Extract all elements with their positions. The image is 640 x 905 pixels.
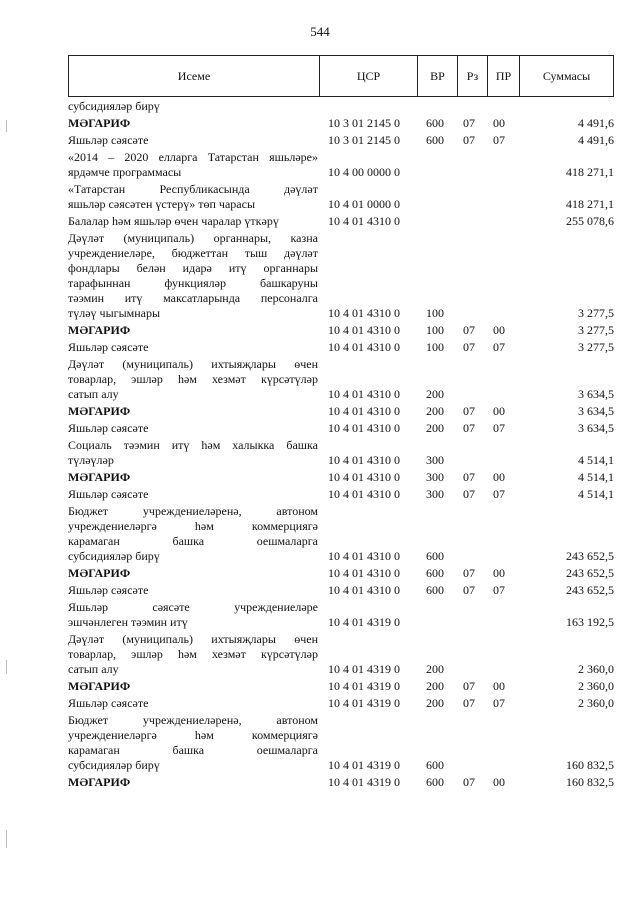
- row-sum: 243 652,5: [566, 583, 614, 597]
- row-sum: 2 360,0: [578, 679, 614, 693]
- row-pr: 00: [493, 470, 505, 484]
- table-row: [68, 114, 614, 131]
- row-rz: 07: [463, 133, 475, 147]
- row-name-line: Дәүләт (муниципаль) ихтыяҗлары өчен: [68, 632, 318, 646]
- table-row: [68, 180, 614, 212]
- row-name: [68, 564, 318, 581]
- row-csr: 10 4 01 4319 0: [328, 662, 400, 676]
- row-name-line: Яшьләр сәясәте: [68, 340, 149, 354]
- row-name-line: МӘГАРИФ: [68, 116, 131, 130]
- table-row: [68, 338, 614, 355]
- row-rz: 07: [463, 470, 475, 484]
- header-csr: ЦСР: [319, 56, 417, 96]
- row-name-line: учреждениеләргә һәм коммерциягә: [68, 728, 318, 742]
- row-csr: 10 3 01 2145 0: [328, 133, 400, 147]
- row-name-line: яшьләр сәясәтен үстерү» төп чарасы: [68, 197, 256, 211]
- row-rz: 07: [463, 679, 475, 693]
- row-vr: 600: [426, 758, 444, 772]
- row-name-line: Яшьләр сәясәте учреждениеләре: [68, 600, 318, 614]
- row-name-line: Яшьләр сәясәте: [68, 133, 149, 147]
- table-row: [68, 419, 614, 436]
- row-csr: 10 4 01 4319 0: [328, 696, 400, 710]
- row-rz: 07: [463, 340, 475, 354]
- row-csr: 10 4 01 4310 0: [328, 470, 400, 484]
- row-name-line: Яшьләр сәясәте: [68, 421, 149, 435]
- table-row: [68, 402, 614, 419]
- row-name-line: сатып алу: [68, 387, 119, 401]
- row-csr: 10 4 01 0000 0: [328, 197, 400, 211]
- row-name: [68, 131, 318, 148]
- table-row: [68, 694, 614, 711]
- row-name: [68, 355, 318, 402]
- table-row: [68, 502, 614, 564]
- row-pr: 00: [493, 566, 505, 580]
- table-row: [68, 355, 614, 402]
- row-name: [68, 630, 318, 677]
- row-pr: 00: [493, 404, 505, 418]
- row-csr: 10 4 01 4319 0: [328, 775, 400, 789]
- row-name: [68, 773, 318, 790]
- row-pr: 07: [493, 421, 505, 435]
- table-row: [68, 598, 614, 630]
- row-name-line: МӘГАРИФ: [68, 404, 131, 418]
- row-name-line: тарафыннан функцияләр башкаруны: [68, 276, 318, 290]
- row-name-line: МӘГАРИФ: [68, 566, 131, 580]
- row-name: [68, 677, 318, 694]
- row-sum: 4 491,6: [578, 116, 614, 130]
- row-vr: 200: [426, 662, 444, 676]
- row-name: [68, 402, 318, 419]
- row-name-line: субсидияләр бирү: [68, 99, 160, 113]
- row-csr: 10 4 01 4310 0: [328, 306, 400, 320]
- row-name: [68, 97, 318, 114]
- table-row: [68, 677, 614, 694]
- row-csr: 10 4 01 4310 0: [328, 549, 400, 563]
- row-pr: 07: [493, 133, 505, 147]
- row-rz: 07: [463, 421, 475, 435]
- row-csr: 10 4 00 0000 0: [328, 165, 400, 179]
- table-header: [68, 55, 614, 97]
- row-rz: 07: [463, 323, 475, 337]
- row-sum: 4 514,1: [578, 470, 614, 484]
- row-name-line: Социаль тәэмин итү һәм халыкка башка: [68, 438, 318, 452]
- table-row: [68, 321, 614, 338]
- row-vr: 600: [426, 133, 444, 147]
- row-rz: 07: [463, 487, 475, 501]
- table-row: [68, 581, 614, 598]
- row-name-line: МӘГАРИФ: [68, 470, 131, 484]
- row-vr: 300: [426, 470, 444, 484]
- page-number: 544: [310, 24, 330, 39]
- header-sum: Суммасы: [519, 56, 613, 96]
- row-sum: 3 634,5: [578, 387, 614, 401]
- row-vr: 100: [426, 340, 444, 354]
- row-vr: 100: [426, 323, 444, 337]
- row-name-line: фондлары белән идарә итү органнары: [68, 261, 318, 275]
- row-name: [68, 321, 318, 338]
- row-csr: 10 4 01 4319 0: [328, 758, 400, 772]
- row-sum: 243 652,5: [566, 549, 614, 563]
- row-vr: 200: [426, 387, 444, 401]
- table-row: [68, 485, 614, 502]
- row-vr: 300: [426, 453, 444, 467]
- row-name: [68, 694, 318, 711]
- table-row: [68, 131, 614, 148]
- header-name: Исеме: [177, 68, 211, 83]
- table-body: [68, 97, 614, 790]
- row-rz: 07: [463, 696, 475, 710]
- row-vr: 200: [426, 404, 444, 418]
- table-row: [68, 436, 614, 468]
- row-rz: 07: [463, 116, 475, 130]
- row-sum: 3 277,5: [578, 323, 614, 337]
- row-sum: 255 078,6: [566, 214, 614, 228]
- row-pr: 00: [493, 116, 505, 130]
- row-name: [68, 180, 318, 212]
- row-name-line: Дәүләт (муниципаль) ихтыяҗлары өчен: [68, 357, 318, 371]
- row-vr: 200: [426, 696, 444, 710]
- row-name-line: МӘГАРИФ: [68, 679, 131, 693]
- row-sum: 160 832,5: [566, 775, 614, 789]
- row-name: [68, 711, 318, 773]
- table-row: [68, 468, 614, 485]
- table-row: [68, 229, 614, 321]
- row-rz: 07: [463, 583, 475, 597]
- row-vr: 600: [426, 583, 444, 597]
- row-name: [68, 148, 318, 180]
- header-pr: ПР: [487, 56, 519, 96]
- row-pr: 07: [493, 487, 505, 501]
- row-csr: 10 4 01 4310 0: [328, 387, 400, 401]
- scan-mark: [6, 660, 7, 674]
- row-name-line: субсидияләр бирү: [68, 549, 160, 563]
- row-sum: 4 514,1: [578, 453, 614, 467]
- row-csr: 10 4 01 4319 0: [328, 679, 400, 693]
- row-name-line: Яшьләр сәясәте: [68, 487, 149, 501]
- row-name: [68, 502, 318, 564]
- table-row: [68, 97, 614, 114]
- row-vr: 300: [426, 487, 444, 501]
- row-csr: 10 4 01 4310 0: [328, 583, 400, 597]
- row-name-line: учреждениеләре, бюджеттан тыш дәүләт: [68, 246, 318, 260]
- row-name: [68, 598, 318, 630]
- row-pr: 00: [493, 323, 505, 337]
- row-name-line: ярдәмче программасы: [68, 165, 182, 179]
- row-csr: 10 4 01 4310 0: [328, 487, 400, 501]
- row-vr: 600: [426, 549, 444, 563]
- scan-mark: [6, 830, 7, 848]
- row-pr: 00: [493, 775, 505, 789]
- row-name: [68, 419, 318, 436]
- row-name-line: Яшьләр сәясәте: [68, 583, 149, 597]
- row-pr: 07: [493, 340, 505, 354]
- header-vr: ВР: [417, 56, 457, 96]
- row-name-line: эшчәнлеген тәэмин итү: [68, 615, 188, 629]
- row-csr: 10 4 01 4310 0: [328, 566, 400, 580]
- row-csr: 10 4 01 4310 0: [328, 453, 400, 467]
- row-csr: 10 3 01 2145 0: [328, 116, 400, 130]
- row-sum: 163 192,5: [566, 615, 614, 629]
- row-name-line: учреждениеләргә һәм коммерциягә: [68, 519, 318, 533]
- row-csr: 10 4 01 4310 0: [328, 340, 400, 354]
- row-csr: 10 4 01 4310 0: [328, 214, 400, 228]
- row-name: [68, 338, 318, 355]
- row-sum: 243 652,5: [566, 566, 614, 580]
- row-name: [68, 212, 318, 229]
- table-row: [68, 148, 614, 180]
- row-name-line: Яшьләр сәясәте: [68, 696, 149, 710]
- row-rz: 07: [463, 775, 475, 789]
- row-sum: 4 491,6: [578, 133, 614, 147]
- row-name-line: карамаган башка оешмаларга: [68, 743, 318, 757]
- row-name-line: түләү чыгымнары: [68, 306, 161, 320]
- row-name-line: «2014 – 2020 елларга Татарстан яшьләре»: [68, 150, 318, 164]
- row-vr: 200: [426, 421, 444, 435]
- table-row: [68, 711, 614, 773]
- row-pr: 07: [493, 583, 505, 597]
- row-vr: 100: [426, 306, 444, 320]
- table-row: [68, 630, 614, 677]
- row-sum: 3 634,5: [578, 404, 614, 418]
- row-pr: 00: [493, 679, 505, 693]
- row-name-line: субсидияләр бирү: [68, 758, 160, 772]
- row-vr: 200: [426, 679, 444, 693]
- row-csr: 10 4 01 4310 0: [328, 404, 400, 418]
- row-name-line: МӘГАРИФ: [68, 775, 131, 789]
- row-name-line: Дәүләт (муниципаль) органнары, казна: [68, 231, 318, 245]
- row-name-line: «Татарстан Республикасында дәүләт: [68, 182, 318, 196]
- row-name-line: Балалар һәм яшьләр өчен чаралар үткәрү: [68, 214, 279, 228]
- row-name-line: түләүләр: [68, 453, 114, 467]
- row-sum: 4 514,1: [578, 487, 614, 501]
- row-name-line: товарлар, эшләр һәм хезмәт күрсәтүләр: [68, 647, 318, 661]
- row-rz: 07: [463, 404, 475, 418]
- row-csr: 10 4 01 4310 0: [328, 323, 400, 337]
- table-row: [68, 212, 614, 229]
- row-name-line: Бюджет учреждениеләренә, автоном: [68, 713, 318, 727]
- row-sum: 2 360,0: [578, 696, 614, 710]
- row-name-line: Бюджет учреждениеләренә, автоном: [68, 504, 318, 518]
- row-rz: 07: [463, 566, 475, 580]
- row-sum: 3 277,5: [578, 306, 614, 320]
- row-name: [68, 114, 318, 131]
- row-vr: 600: [426, 775, 444, 789]
- row-sum: 2 360,0: [578, 662, 614, 676]
- row-name: [68, 436, 318, 468]
- row-name-line: карамаган башка оешмаларга: [68, 534, 318, 548]
- row-sum: 418 271,1: [566, 197, 614, 211]
- row-pr: 07: [493, 696, 505, 710]
- row-name-line: товарлар, эшләр һәм хезмәт күрсәтүләр: [68, 372, 318, 386]
- row-name: [68, 229, 318, 321]
- row-csr: 10 4 01 4310 0: [328, 421, 400, 435]
- row-name-line: тәэмин итү максатларында персоналга: [68, 291, 318, 305]
- row-name-line: МӘГАРИФ: [68, 323, 131, 337]
- row-sum: 3 277,5: [578, 340, 614, 354]
- row-sum: 160 832,5: [566, 758, 614, 772]
- table-row: [68, 773, 614, 790]
- row-csr: 10 4 01 4319 0: [328, 615, 400, 629]
- header-rz: Рз: [457, 56, 487, 96]
- row-name: [68, 581, 318, 598]
- row-name: [68, 485, 318, 502]
- table-row: [68, 564, 614, 581]
- row-name-line: сатып алу: [68, 662, 119, 676]
- row-sum: 3 634,5: [578, 421, 614, 435]
- row-vr: 600: [426, 566, 444, 580]
- row-name: [68, 468, 318, 485]
- row-vr: 600: [426, 116, 444, 130]
- scan-mark: [6, 120, 7, 132]
- row-sum: 418 271,1: [566, 165, 614, 179]
